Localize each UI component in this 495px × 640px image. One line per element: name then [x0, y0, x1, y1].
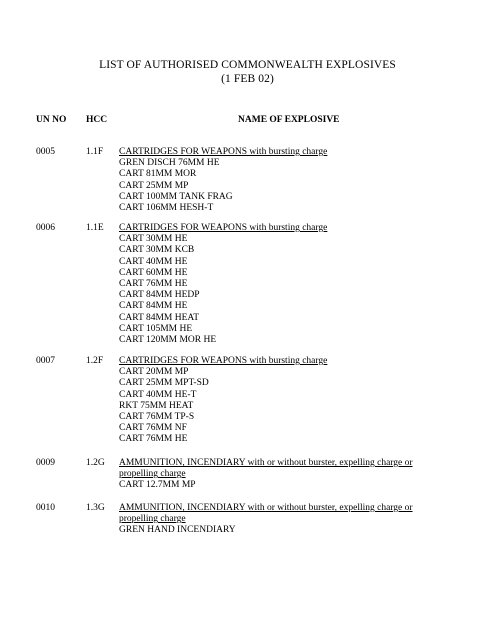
entry-heading: AMMUNITION, INCENDIARY with or without burster, expelling charge or propelling charge [119, 458, 413, 480]
entry-un-no: 0010 [36, 503, 55, 513]
entry-heading: CARTRIDGES FOR WEAPONS with bursting charge [119, 223, 328, 233]
entry-un-no: 0007 [36, 356, 55, 366]
entry-description [119, 458, 439, 492]
entry-item: CART 84MM HE [119, 301, 188, 312]
document-date: (1 FEB 02) [221, 73, 274, 85]
entry-description [119, 503, 439, 537]
column-header-name: NAME OF EXPLOSIVE [238, 115, 340, 125]
entry-heading: AMMUNITION, INCENDIARY with or without burster, expelling charge or propelling charge [119, 503, 413, 525]
entry-item: CART 40MM HE-T [119, 389, 197, 400]
entry-description [119, 356, 439, 446]
entry-item: CART 100MM TANK FRAG [119, 191, 233, 202]
document-title: LIST OF AUTHORISED COMMONWEALTH EXPLOSIVES [99, 59, 396, 71]
entry-item: CART 120MM MOR HE [119, 335, 217, 346]
entry-hcc: 1.1F [86, 147, 104, 157]
entry-item: CART 84MM HEDP [119, 290, 200, 301]
entry-item: CART 20MM MP [119, 367, 189, 378]
entry-item: GREN HAND INCENDIARY [119, 525, 236, 536]
entry-heading: CARTRIDGES FOR WEAPONS with bursting charge [119, 147, 328, 157]
entry-hcc: 1.2G [86, 458, 105, 468]
entry-description [119, 147, 439, 214]
entry-item: CART 40MM HE [119, 256, 188, 267]
entry-item: RKT 75MM HEAT [119, 400, 194, 411]
entry-item: CART 76MM TP-S [119, 412, 195, 423]
entry-un-no: 0005 [36, 147, 55, 157]
entry-item: CART 60MM HE [119, 267, 188, 278]
column-header-hcc: HCC [86, 115, 108, 125]
entry-description [119, 223, 439, 346]
entry-item: CART 105MM HE [119, 323, 193, 334]
entry-hcc: 1.3G [86, 503, 105, 513]
entry-item: CART 25MM MPT-SD [119, 378, 209, 389]
entry-un-no: 0009 [36, 458, 55, 468]
entry-item: CART 84MM HEAT [119, 312, 200, 323]
entry-item: CART 76MM HE [119, 434, 188, 445]
entry-item: CART 12.7MM MP [119, 480, 196, 491]
entry-item: CART 76MM NF [119, 423, 187, 434]
column-header-un-no: UN NO [36, 115, 67, 125]
entry-item: CART 76MM HE [119, 279, 188, 290]
entry-hcc: 1.2F [86, 356, 104, 366]
entry-item: CART 30MM KCB [119, 245, 195, 256]
entry-heading: CARTRIDGES FOR WEAPONS with bursting charge [119, 356, 328, 366]
entry-un-no: 0006 [36, 223, 55, 233]
entry-item: CART 81MM MOR [119, 169, 197, 180]
entry-hcc: 1.1E [86, 223, 104, 233]
entry-item: CART 30MM HE [119, 234, 188, 245]
entry-item: CART 25MM MP [119, 180, 189, 191]
entry-item: GREN DISCH 76MM HE [119, 158, 220, 169]
entry-item: CART 106MM HESH-T [119, 203, 214, 214]
